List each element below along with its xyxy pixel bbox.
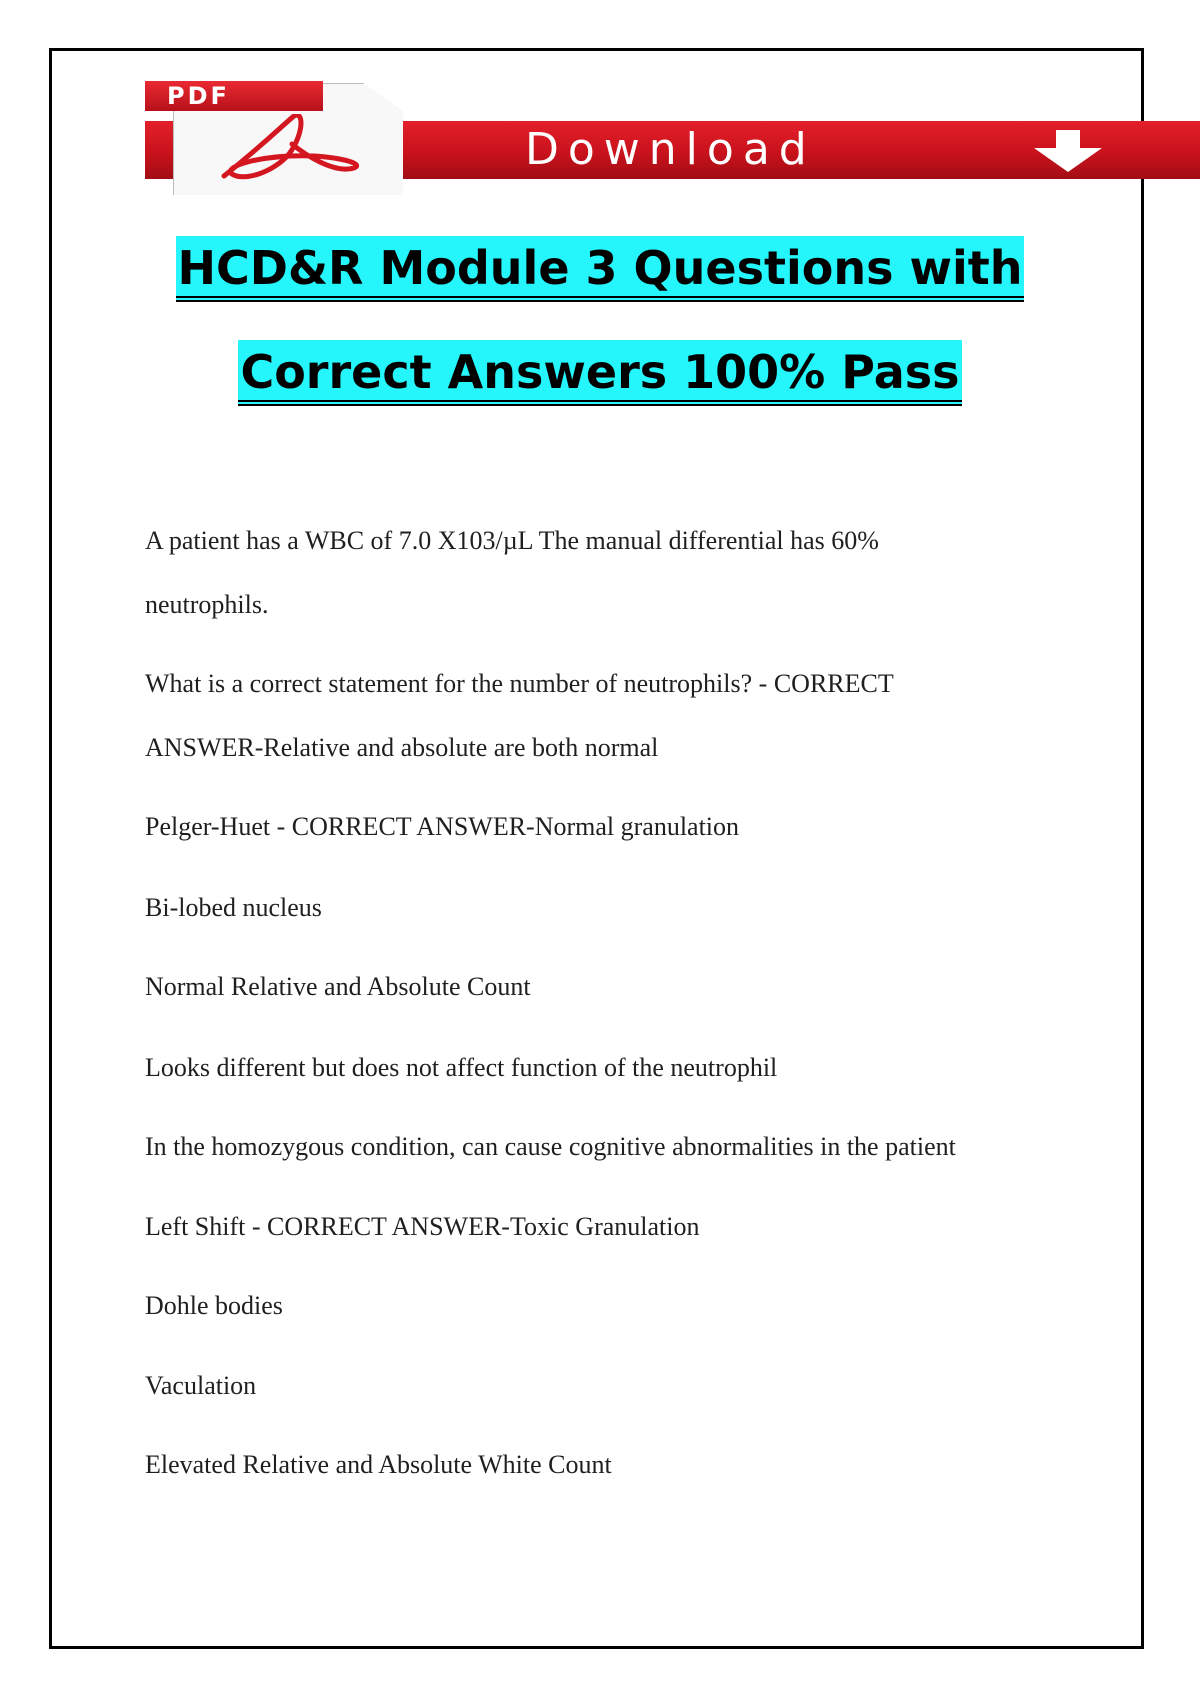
body-text-line: Looks different but does not affect function of the neutrophil xyxy=(145,1053,778,1082)
download-label[interactable]: Download xyxy=(525,124,816,175)
body-text-line: ANSWER-Relative and absolute are both normal xyxy=(145,733,659,762)
body-text-line: Dohle bodies xyxy=(145,1291,283,1320)
document-title-line-2 xyxy=(0,340,1200,406)
acrobat-logo-icon xyxy=(204,114,374,184)
body-text-line: What is a correct statement for the number of neutrophils? - CORRECT xyxy=(145,669,894,698)
body-text-line: Pelger-Huet - CORRECT ANSWER-Normal granulation xyxy=(145,812,740,841)
pdf-download-banner[interactable] xyxy=(145,75,1200,205)
body-text-line: Left Shift - CORRECT ANSWER-Toxic Granulation xyxy=(145,1212,700,1241)
body-text-line: neutrophils. xyxy=(145,590,269,619)
document-title-line-1 xyxy=(0,236,1200,302)
body-text-line: Bi-lobed nucleus xyxy=(145,893,322,922)
download-arrow-icon[interactable] xyxy=(1030,130,1110,174)
body-text-line: Vaculation xyxy=(145,1371,257,1400)
body-text-line: A patient has a WBC of 7.0 X103/µL The manual differential has 60% xyxy=(145,526,879,555)
pdf-tag-label: PDF xyxy=(145,81,323,111)
body-text-line: Elevated Relative and Absolute White Count xyxy=(145,1450,612,1479)
title-text-1: HCD&R Module 3 Questions with xyxy=(176,236,1025,302)
title-text-2: Correct Answers 100% Pass xyxy=(238,340,961,406)
body-text-line: In the homozygous condition, can cause cognitive abnormalities in the patient xyxy=(145,1132,956,1161)
body-text-line: Normal Relative and Absolute Count xyxy=(145,972,531,1001)
